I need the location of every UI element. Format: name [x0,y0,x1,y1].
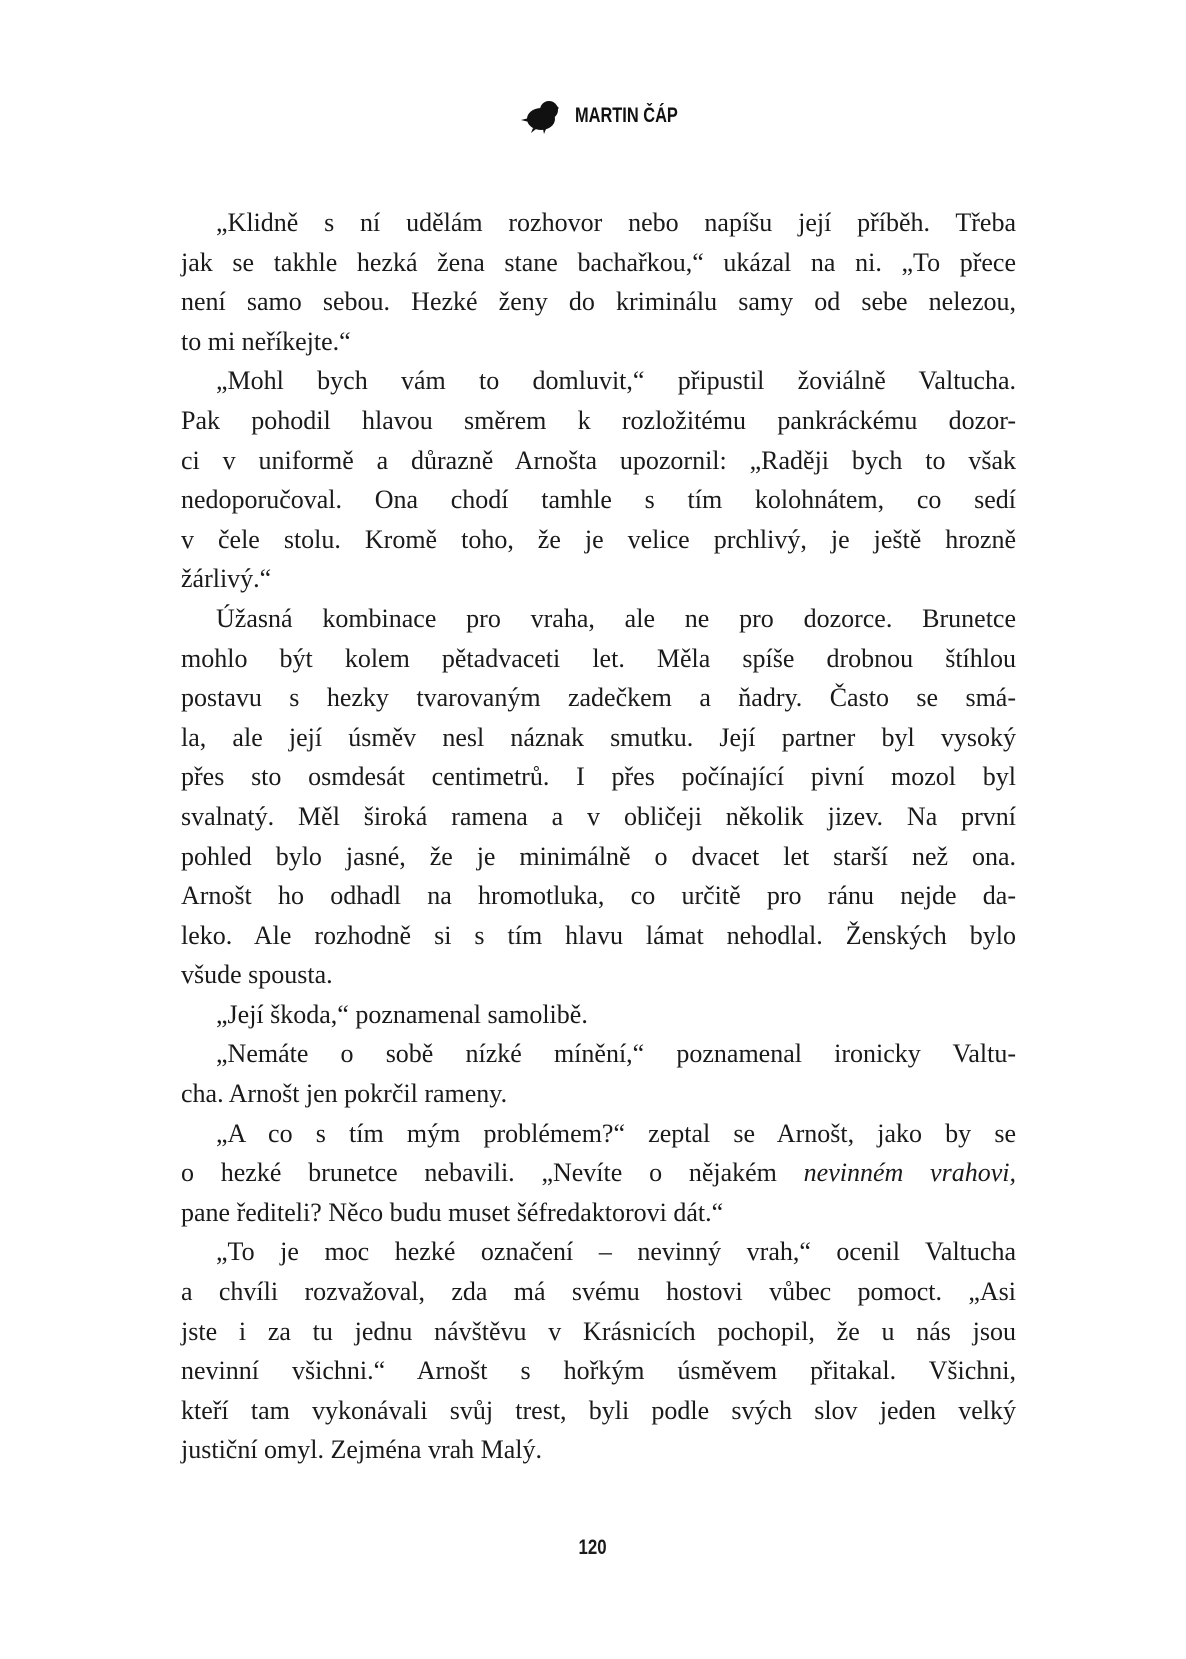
text-line [181,1153,1016,1193]
paragraph [181,203,1016,361]
text-line: „Mohl bych vám to domluvit,“ připustil žoviálně Valtucha. [216,366,1016,396]
text-line: všude spousta. [181,960,333,990]
text-line: „To je moc hezké označení – nevinný vrah,“ ocenil Valtucha [216,1237,1016,1267]
text-line: Úžasná kombinace pro vraha, ale ne pro dozorce. Brunetce [216,603,1016,633]
text-line: žárlivý.“ [181,564,272,594]
text-line: není samo sebou. Hezké ženy do kriminálu samy od sebe nelezou, [181,287,1016,317]
text-line: Arnošt ho odhadl na hromotluka, co určitě pro ránu nejde da- [181,881,1016,911]
text-line: la, ale její úsměv nesl náznak smutku. Její partner byl vysoký [181,722,1016,752]
text-line: „Nemáte o sobě nízké mínění,“ poznamenal ironicky Valtu- [216,1039,1016,1069]
text-line: přes sto osmdesát centimetrů. I přes počínající pivní mozol byl [181,762,1016,792]
paragraph [181,1114,1016,1233]
text-line: pohled bylo jasné, že je minimálně o dvacet let starší než ona. [181,841,1016,871]
text-line: kteří tam vykonávali svůj trest, byli podle svých slov jeden velký [181,1395,1016,1425]
text-line: nevinní všichni.“ Arnošt s hořkým úsměvem přitakal. Všichni, [181,1356,1016,1386]
text-line: to mi neříkejte.“ [181,326,351,356]
page-number [0,1536,1186,1560]
text-line: v čele stolu. Kromě toho, že je velice prchlivý, je ještě hrozně [181,524,1016,554]
text-line: jste i za tu jednu návštěvu v Krásnicích pochopil, že u nás jsou [181,1316,1016,1346]
page-number-text: 120 [578,1536,608,1559]
paragraph [181,995,1016,1035]
text-line: jak se takhle hezká žena stane bachařkou,“ ukázal na ni. „To přece [181,247,1016,277]
text-line: postavu s hezky tvarovaným zadečkem a ňadry. Často se smá- [181,683,1016,713]
text-line: „Klidně s ní udělám rozhovor nebo napíšu její příběh. Třeba [216,208,1016,237]
text-line: pane řediteli? Něco budu muset šéfredaktorovi dát.“ [181,1197,724,1227]
text-line: ci v uniformě a důrazně Arnošta upozornil: „Raději bych to však [181,445,1016,475]
text-line: leko. Ale rozhodně si s tím hlavu lámat nehodlal. Ženských bylo [181,920,1016,950]
text-line: a chvíli rozvažoval, zda má svému hostovi vůbec pomoct. „Asi [181,1277,1016,1307]
italic-text: nevinném vrahovi, [803,1158,1016,1188]
text-line: justiční omyl. Zejména vrah Malý. [181,1435,543,1465]
text-line: cha. Arnošt jen pokrčil rameny. [181,1079,508,1109]
body-text [181,203,1016,1470]
text-line: svalnatý. Měl široká ramena a v obličeji několik jizev. Na první [181,801,1016,831]
text-segment: o hezké brunetce nebavili. „Nevíte o nějakém [181,1158,804,1188]
paragraph [181,1034,1016,1113]
paragraph [181,1232,1016,1470]
paragraph [181,599,1016,995]
author-name: MARTIN ČÁP [575,104,678,127]
ink-blot-bird-icon [519,98,563,134]
text-line: „A co s tím mým problémem?“ zeptal se Arnošt, jako by se [216,1118,1016,1148]
running-header [0,98,1186,139]
text-line: nedoporučoval. Ona chodí tamhle s tím kolohnátem, co sedí [181,485,1016,515]
text-line: Pak pohodil hlavou směrem k rozložitému pankráckému dozor- [181,405,1016,435]
text-line: mohlo být kolem pětadvaceti let. Měla spíše drobnou štíhlou [181,643,1016,673]
text-line: „Její škoda,“ poznamenal samolibě. [216,999,588,1029]
paragraph [181,361,1016,599]
